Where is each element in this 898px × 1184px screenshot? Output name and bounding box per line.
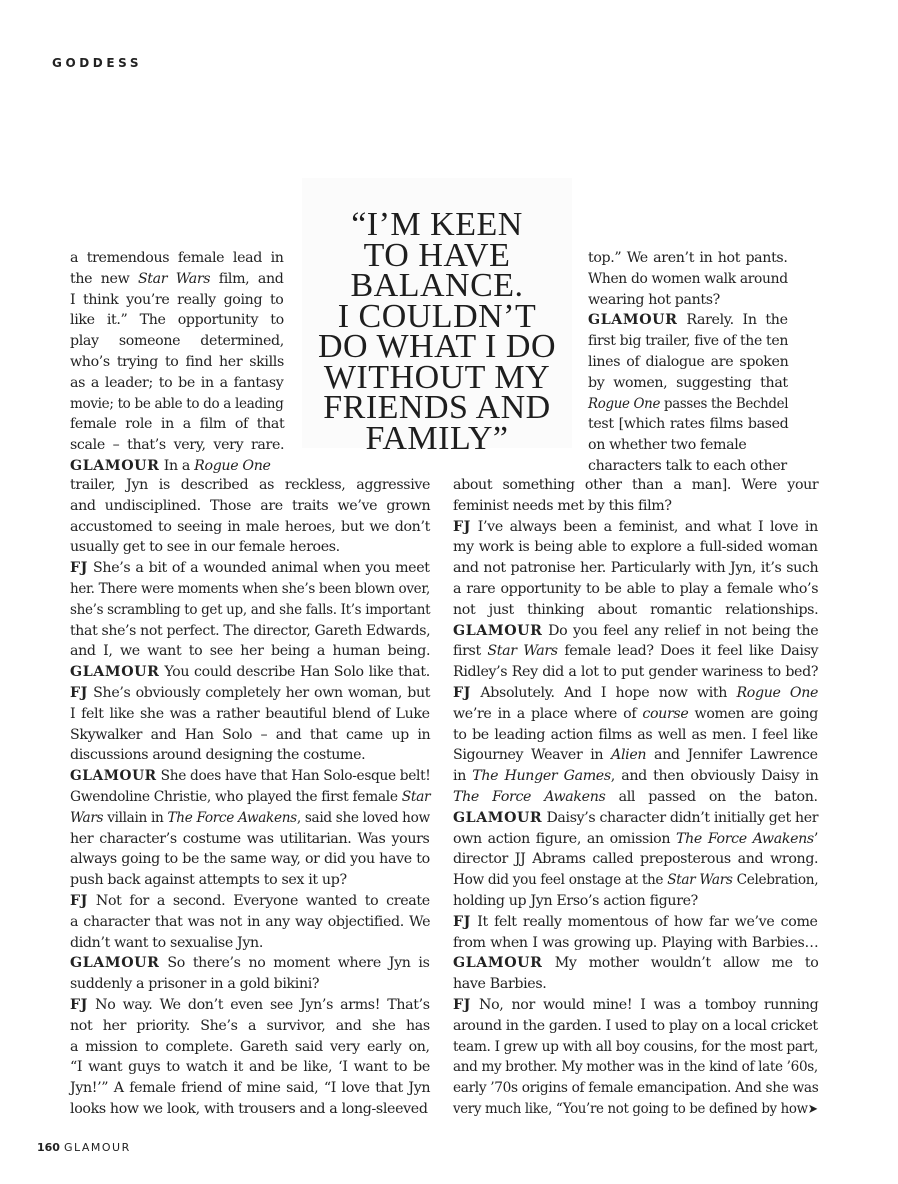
text-line: female role in a film of that — [70, 416, 285, 433]
text-line: and not patronise her. Particularly with Jyn, it’s such — [453, 560, 819, 577]
text-line: FJ Not for a second. Everyone wanted to create — [70, 893, 430, 909]
text-line: first Star Wars female lead? Does it feel like Daisy — [453, 643, 819, 660]
pull-quote-line: TO HAVE — [363, 236, 511, 274]
text-line: very much like, “You’re not going to be defined by how➤ — [453, 1101, 818, 1117]
pull-quote — [302, 178, 572, 457]
text-line: discussions around designing the costume. — [70, 747, 366, 764]
text-line: GLAMOUR You could describe Han Solo like that. — [70, 664, 430, 681]
text-line: she’s scrambling to get up, and she falls. It’s important — [70, 601, 431, 618]
text-line: Gwendoline Christie, who played the first female Star — [70, 789, 431, 805]
text-line: we’re in a place where of course women are going — [453, 705, 818, 722]
text-line: push back against attempts to sex it up? — [70, 872, 347, 889]
text-line: a character that was not in any way objectified. We — [70, 913, 431, 930]
text-line: FJ She’s obviously completely her own woman, but — [70, 685, 431, 701]
text-line: holding up Jyn Erso’s action figure? — [453, 893, 698, 909]
text-line: scale – that’s very, very rare. — [70, 437, 285, 454]
pull-quote-line: DO WHAT I DO — [317, 328, 556, 365]
text-line: GLAMOUR So there’s no moment where Jyn is — [70, 955, 430, 972]
text-line: Rogue One passes the Bechdel — [588, 395, 789, 412]
text-line: and my brother. My mother was in the kind of late ’60s, — [453, 1059, 818, 1076]
text-line: team. I grew up with all boy cousins, for the most part, — [453, 1038, 819, 1055]
text-line: FJ It felt really momentous of how far we’ve come — [453, 913, 818, 930]
text-line: didn’t want to sexualise Jyn. — [70, 934, 263, 951]
text-line: as a leader; to be in a fantasy — [70, 374, 284, 391]
magazine-name: GLAMOUR — [63, 1141, 131, 1154]
text-line: own action figure, an omission The Force Awakens’ — [453, 830, 819, 847]
text-line: her character’s costume was utilitarian. Was yours — [70, 830, 430, 847]
text-line: Wars villain in The Force Awakens, said she loved how — [70, 809, 430, 826]
text-line: suddenly a prisoner in a gold bikini? — [70, 976, 320, 993]
text-line: who’s trying to find her skills — [70, 354, 284, 370]
text-line: and undisciplined. Those are traits we’ve grown — [70, 497, 431, 514]
page-number: 160 — [37, 1141, 60, 1154]
text-line: Jyn!’” A female friend of mine said, “I love that Jyn — [70, 1080, 431, 1097]
text-line: a tremendous female lead in — [70, 250, 284, 266]
text-line: about something other than a man]. Were your — [453, 477, 819, 493]
text-line: How did you feel onstage at the Star Wars Celebration, — [453, 872, 819, 889]
text-line: around in the garden. I used to play on a local cricket — [453, 1017, 818, 1034]
pull-quote-line: WITHOUT MY — [323, 358, 551, 396]
pull-quote-line: FAMILY” — [365, 419, 509, 457]
text-line: the new Star Wars film, and — [70, 270, 284, 287]
text-line: have Barbies. — [453, 976, 547, 993]
folio — [37, 1141, 131, 1154]
text-line: GLAMOUR She does have that Han Solo-esque belt! — [70, 768, 431, 785]
text-line: a rare opportunity to be able to play a female who’s — [453, 581, 819, 597]
text-line: usually get to see in our female heroes. — [70, 539, 340, 556]
text-line: by women, suggesting that — [588, 374, 788, 391]
text-line: movie; to be able to do a leading — [70, 395, 284, 412]
text-line: lines of dialogue are spoken — [588, 354, 789, 370]
text-line: I think you’re really going to — [70, 291, 284, 308]
text-line: characters talk to each other — [588, 458, 787, 474]
text-line: GLAMOUR My mother wouldn’t allow me to — [453, 955, 819, 972]
text-line: on whether two female — [588, 437, 747, 454]
text-line: When do women walk around — [588, 270, 788, 287]
text-line: in The Hunger Games, and then obviously Daisy in — [453, 768, 819, 785]
text-line: not her priority. She’s a survivor, and she has — [70, 1017, 430, 1034]
text-line: FJ She’s a bit of a wounded animal when you meet — [70, 560, 430, 577]
text-line: early ’70s origins of female emancipation. And she was — [453, 1080, 819, 1097]
text-line: FJ Absolutely. And I hope now with Rogue One — [453, 685, 819, 701]
text-line: Skywalker and Han Solo – and that came up in — [70, 726, 431, 743]
text-line: first big trailer, five of the ten — [588, 333, 789, 350]
text-line: I felt like she was a rather beautiful blend of Luke — [70, 705, 430, 722]
section-label: GODDESS — [52, 56, 143, 70]
text-line: Sigourney Weaver in Alien and Jennifer Lawrence — [453, 747, 818, 764]
text-line: accustomed to seeing in male heroes, but we don’t — [70, 518, 430, 535]
text-line: looks how we look, with trousers and a long-sleeved — [70, 1101, 428, 1117]
text-line: not just thinking about romantic relationships. — [453, 601, 819, 618]
text-line: trailer, Jyn is described as reckless, aggressive — [70, 477, 431, 493]
pull-quote-line: I COULDN’T — [337, 297, 537, 335]
text-line: to be leading action films as well as men. I feel like — [453, 726, 818, 743]
text-line: her. There were moments when she’s been blown over, — [70, 581, 430, 597]
text-line: play someone determined, — [70, 333, 284, 350]
text-line: The Force Awakens all passed on the baton. — [453, 789, 818, 805]
pull-quote-line: “I’M KEEN — [351, 206, 523, 243]
pull-quote-line: FRIENDS AND — [323, 389, 551, 426]
text-line: GLAMOUR In a Rogue One — [70, 458, 271, 474]
text-line: GLAMOUR Rarely. In the — [588, 312, 788, 329]
text-line: a mission to complete. Gareth said very early on, — [70, 1038, 430, 1055]
text-line: GLAMOUR Daisy’s character didn’t initially get her — [453, 809, 819, 826]
text-line: wearing hot pants? — [588, 291, 720, 308]
text-line: feminist needs met by this film? — [453, 497, 672, 514]
text-line: test [which rates films based — [588, 416, 789, 433]
text-line: and I, we want to see her being a human being. — [70, 643, 431, 660]
pull-quote-line: BALANCE. — [350, 267, 524, 304]
text-line: “I want guys to watch it and be like, ‘I want to be — [70, 1059, 430, 1076]
text-line: always going to be the same way, or did you have to — [70, 851, 430, 868]
text-line: director JJ Abrams called preposterous and wrong. — [453, 851, 819, 868]
text-line: that she’s not perfect. The director, Gareth Edwards, — [70, 622, 431, 639]
text-line: like it.” The opportunity to — [70, 312, 284, 329]
text-line: top.” We aren’t in hot pants. — [588, 250, 788, 266]
text-line: GLAMOUR Do you feel any relief in not being the — [453, 622, 819, 639]
text-line: Ridley’s Rey did a lot to put gender wariness to bed? — [453, 664, 819, 681]
text-line: FJ No way. We don’t even see Jyn’s arms! That’s — [70, 997, 430, 1013]
text-line: from when I was growing up. Playing with Barbies… — [453, 934, 819, 951]
text-line: my work is being able to explore a full-sided woman — [453, 539, 818, 556]
text-line: FJ No, nor would mine! I was a tomboy running — [453, 997, 819, 1013]
text-line: FJ I’ve always been a feminist, and what I love in — [453, 518, 818, 535]
